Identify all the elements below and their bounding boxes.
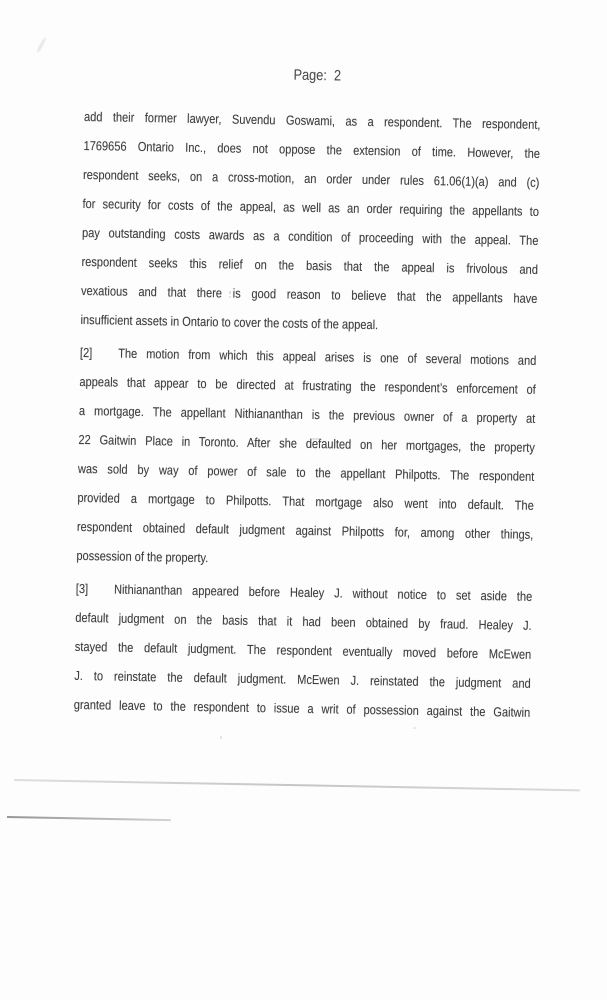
scan-speck [220, 736, 222, 739]
text-line: J. to reinstate the default judgment. McEwen J. reinstated the judgment and [74, 667, 531, 691]
scan-smudge [36, 37, 47, 53]
paragraph-number: [2] [79, 344, 93, 361]
paragraph-2 [76, 338, 536, 578]
scan-speck [413, 727, 416, 729]
scan-speck [312, 438, 321, 440]
page-number-header: Page: 2 [293, 66, 342, 85]
text-line: vexatious and that there is good reason to believe that the appellants have [80, 282, 538, 306]
text-line: default judgment on the basis that it had been obtained by fraud. Healey J. [75, 609, 532, 633]
page-text-block [74, 63, 542, 727]
paragraph-number: [3] [75, 580, 89, 597]
text-line-content: Nithiananthan appeared before Healey J. without notice to set aside the [113, 581, 533, 604]
text-line: possession of the property. [76, 547, 209, 566]
text-line: granted leave to the respondent to issue a writ of possession against the Gaitwin [73, 696, 531, 720]
text-line: 22 Gaitwin Place in Toronto. After she defaulted on her mortgages, the property [78, 431, 535, 455]
scan-artifact-dark-line [7, 816, 171, 821]
text-line: insufficient assets in Ontario to cover the costs of the appeal. [80, 311, 379, 333]
scan-speck [489, 717, 491, 719]
text-line: for security for costs of the appeal, as well as an order requiring the appellants to [82, 195, 540, 219]
text-line: was sold by way of power of sale to the appellant Philpotts. The respondent [77, 460, 535, 484]
paragraph-3 [74, 574, 533, 727]
text-line: provided a mortgage to Philpotts. That mortgage also went into default. The [77, 489, 534, 513]
text-line: a mortgage. The appellant Nithiananthan is the previous owner of a property at [78, 402, 536, 426]
text-line: respondent obtained default judgment against Philpotts for, among other things, [76, 518, 534, 542]
text-line: 1769656 Ontario Inc., does not oppose the extension of time. However, the [83, 137, 541, 161]
scan-speck [229, 291, 231, 294]
text-line: pay outstanding costs awards as a condition of proceeding with the appeal. The [81, 224, 539, 248]
scan-artifact-faint-line [14, 779, 580, 791]
text-line: respondent seeks this relief on the basis that the appeal is frivolous and [81, 253, 539, 277]
text-line: add their former lawyer, Suvendu Goswami, as a respondent. The respondent, [83, 108, 541, 132]
text-line-content: The motion from which this appeal arises is one of several motions and [118, 345, 537, 368]
text-line: appeals that appear to be directed at frustrating the respondent’s enforcement of [79, 373, 536, 397]
paragraph-1 [80, 102, 540, 342]
scan-speck [229, 296, 231, 298]
text-line: respondent seeks, on a cross-motion, an order under rules 61.06(1)(a) and (c) [82, 166, 540, 190]
text-line: stayed the default judgment. The respondent eventually moved before McEwen [74, 638, 532, 662]
